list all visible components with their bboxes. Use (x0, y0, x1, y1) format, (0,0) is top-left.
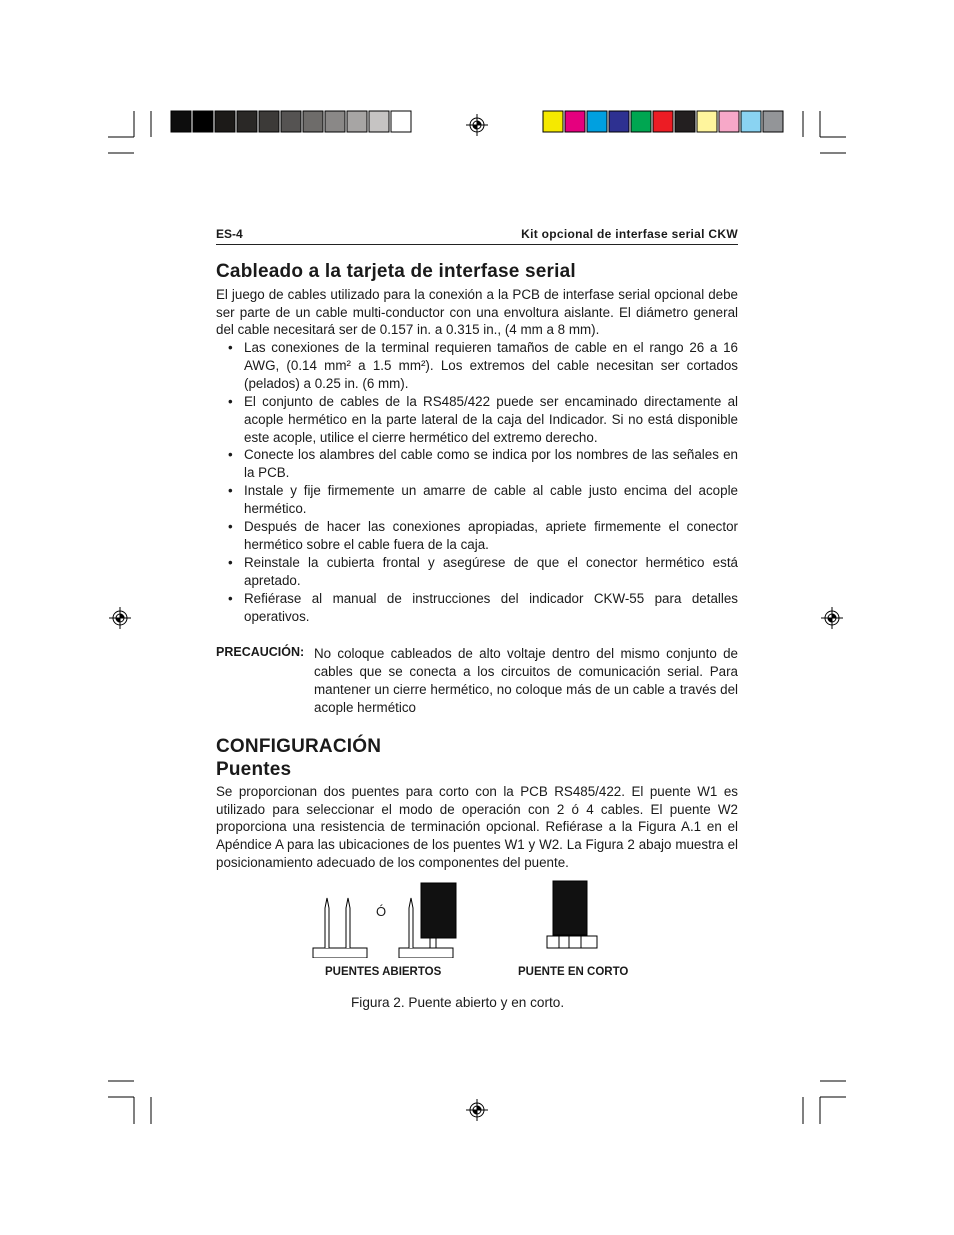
label-open-jumpers: PUENTES ABIERTOS (325, 966, 442, 978)
list-item: • Instale y fije firmemente un amarre de cable al cable justo encima del acople hermético. (228, 483, 738, 517)
calibration-swatch (325, 111, 345, 132)
list-item: • Después de hacer las conexiones apropiadas, apriete firmemente el conector hermético sobre el cable fuera de la caja. (228, 519, 738, 552)
calibration-swatch (565, 111, 585, 132)
grayscale-calibration-bar (171, 111, 411, 132)
crop-mark-top-right (803, 111, 846, 153)
calibration-swatch (171, 111, 191, 132)
shorted-jumper (547, 881, 597, 948)
crop-mark-bottom-right (803, 1081, 846, 1124)
calibration-swatch (281, 111, 301, 132)
registration-target-left (109, 607, 131, 629)
calibration-swatch (763, 111, 783, 132)
caution-label: PRECAUCIÓN: (216, 645, 305, 659)
calibration-swatch (237, 111, 257, 132)
header-title: Kit opcional de interfase serial CKW (521, 227, 738, 241)
calibration-swatch (675, 111, 695, 132)
list-item: • El conjunto de cables de la RS485/422 puede ser encaminado directamente al acople hermético en la parte lateral de la caja del Indicador. Si no está disponible este acople, utilice el cierre hermético del extremo derecho. (228, 393, 738, 445)
section-heading-cabling: Cableado a la tarjeta de interfase serial (216, 261, 576, 282)
list-item: • Las conexiones de la terminal requieren tamaños de cable en el rango 26 a 16 AWG, (0.14 mm² a 1.5 mm²). Los extremos del cable necesitan ser cortados (pelados) a 0.25 in. (6 mm). (228, 340, 738, 391)
calibration-swatch (303, 111, 323, 132)
calibration-swatch (697, 111, 717, 132)
page-number: ES-4 (216, 227, 243, 241)
subheading-jumpers: Puentes (216, 759, 292, 780)
calibration-swatch (215, 111, 235, 132)
registration-target-bottom (466, 1099, 488, 1121)
caution-text: No coloque cableados de alto voltaje dentro del mismo conjunto de cables que se conecta a los circuitos de comunicación serial. Para mantener un cierre hermético, no coloque más de un cable a través del acople hermético (314, 646, 738, 715)
open-jumper-with-cap (399, 883, 456, 958)
crop-mark-top-left (108, 111, 151, 153)
jumpers-paragraph: Se proporcionan dos puentes para corto con la PCB RS485/422. El puente W1 es utilizado para seleccionar el modo de operación con 2 ó 4 cables. El puente W2 proporciona una resistencia de terminación opcional. Refiérase a la Figura A.1 en el Apéndice A para las ubicaciones de los puentes W1 y W2. La Figura 2 abajo muestra el posicionamiento adecuado de los componentes del puente. (216, 784, 738, 870)
registration-target-right (821, 607, 843, 629)
figure-caption: Figura 2. Puente abierto y en corto. (351, 995, 565, 1010)
calibration-swatch (653, 111, 673, 132)
section-heading-configuration: CONFIGURACIÓN (216, 736, 382, 757)
list-item: • Conecte los alambres del cable como se indica por los nombres de las señales en la PCB. (228, 447, 738, 481)
calibration-swatch (609, 111, 629, 132)
open-jumper-pins (313, 898, 367, 958)
calibration-swatch (741, 111, 761, 132)
calibration-swatch (543, 111, 563, 132)
list-item: • Reinstale la cubierta frontal y asegúrese de que el conector hermético está apretado. (228, 554, 738, 588)
cabling-bullet-list (228, 339, 738, 626)
label-shorted-jumper: PUENTE EN CORTO (518, 966, 629, 978)
calibration-swatch (347, 111, 367, 132)
calibration-swatch (369, 111, 389, 132)
calibration-swatch (259, 111, 279, 132)
jumper-figure (305, 878, 645, 958)
running-header (216, 225, 738, 245)
calibration-swatch (631, 111, 651, 132)
calibration-swatch (193, 111, 213, 132)
crop-mark-bottom-left (108, 1081, 151, 1124)
calibration-swatch (719, 111, 739, 132)
color-calibration-bar (543, 111, 783, 132)
calibration-swatch (391, 111, 411, 132)
calibration-swatch (587, 111, 607, 132)
intro-paragraph: El juego de cables utilizado para la conexión a la PCB de interfase serial opcional debe ser parte de un cable multi-conductor con una envoltura aislante. El diámetro general del cable necesitará ser de 0.157 in. a 0.315 in., (4 mm a 8 mm). (216, 287, 738, 338)
registration-target-top (466, 114, 488, 136)
or-text: Ó (376, 904, 387, 919)
list-item: • Refiérase al manual de instrucciones del indicador CKW-55 para detalles operativos. (228, 590, 738, 624)
